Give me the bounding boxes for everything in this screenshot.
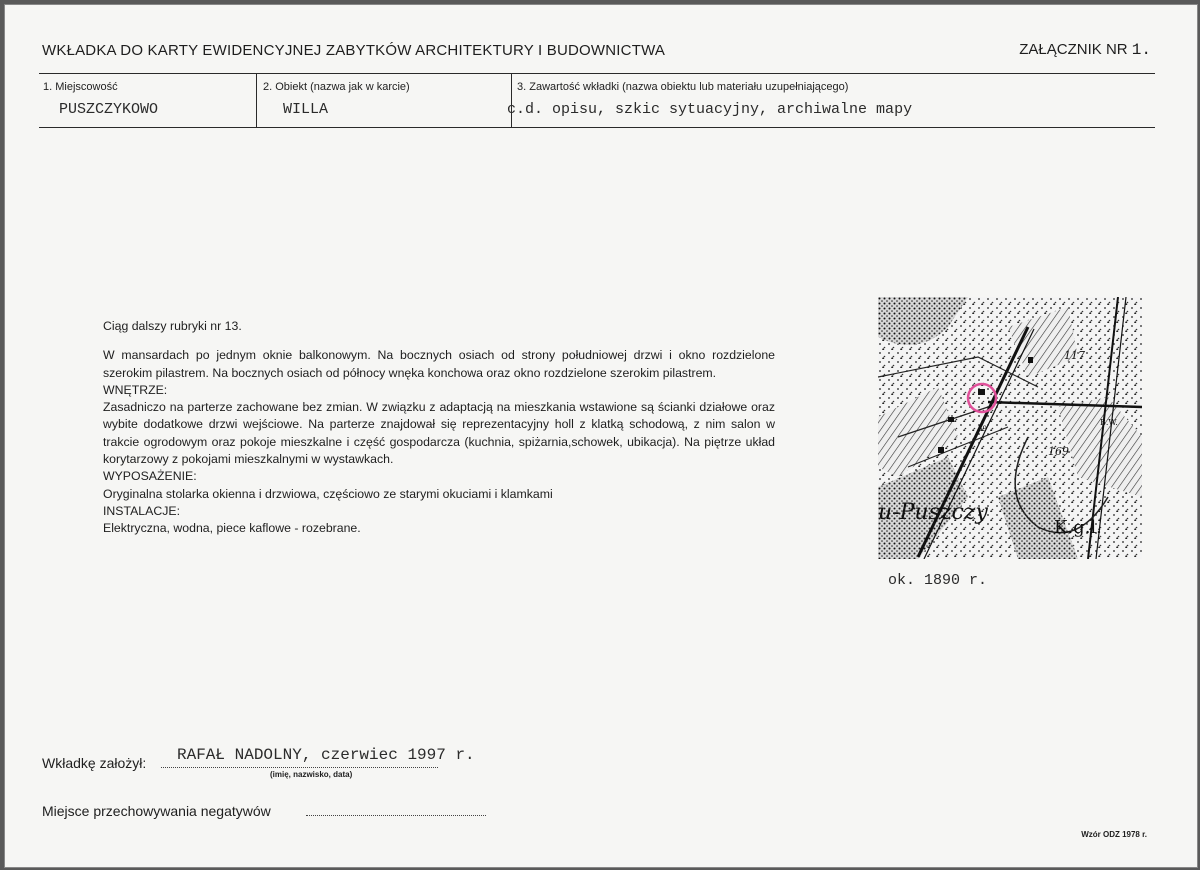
locality-field[interactable]: PUSZCZYKOWO — [59, 101, 159, 118]
interior-heading: WNĘTRZE: — [103, 382, 168, 397]
inventory-insert-card — [4, 4, 1198, 868]
created-by-sublabel: (imię, nazwisko, data) — [270, 770, 353, 779]
continuation-heading: Ciąg dalszy rubryki nr 13. — [103, 319, 242, 333]
form-title: WKŁADKA DO KARTY EWIDENCYJNEJ ZABYTKÓW ARCHITEKTURY I BUDOWNICTWA — [42, 42, 666, 59]
grid-line-top — [39, 73, 1155, 74]
grid-divider-2 — [511, 73, 512, 127]
contents-label: 3. Zawartość wkładki (nazwa obiektu lub materiału uzupełniającego) — [517, 81, 849, 93]
historical-map-image — [878, 297, 1142, 559]
map-sketch — [878, 297, 1142, 559]
map-caption: ok. 1890 r. — [888, 572, 988, 589]
grid-line-bottom — [39, 127, 1155, 128]
map-label-kgl: K.g.l. — [1054, 517, 1102, 538]
negatives-dotted-line — [306, 815, 486, 816]
negatives-label: Miejsce przechowywania negatywów — [42, 803, 271, 819]
map-label-place: u-Puszczy — [878, 500, 988, 525]
interior-text: Zasadniczo na parterze zachowane bez zmian. W związku z adaptacją na mieszkania wstawione są ścianki działowe oraz wybite dodatkowe drzwi wejściowe. Na parterze znajdował się reprezentacyjny holl z klatką schodową, z nim salon w trakcie ogrodowym oraz pokoje mieszkalne i część gospodarcza (kuchnia, spiżarnia,schowek, ubikacja). Na piętrze układ korytarzowy z pokojami mieszkalnymi w wystawkach. — [103, 400, 775, 467]
attachment-label: ZAŁĄCZNIK NR — [1019, 41, 1128, 58]
equipment-heading: WYPOSAŻENIE: — [103, 469, 197, 484]
created-by-label: Wkładkę założył: — [42, 755, 147, 771]
map-label-59: 59 — [978, 425, 987, 433]
installations-text: Elektryczna, wodna, piece kaflowe - rozebrane. — [103, 521, 361, 536]
form-model-number: Wzór ODZ 1978 r. — [1081, 830, 1147, 839]
locality-label: 1. Miejscowość — [43, 81, 118, 93]
map-label-bw: B.W. — [1100, 418, 1118, 427]
object-field[interactable]: WILLA — [283, 101, 329, 118]
object-label: 2. Obiekt (nazwa jak w karcie) — [263, 81, 410, 93]
description-paragraph: W mansardach po jednym oknie balkonowym. Na bocznych osiach od strony południowej drzwi i okno rozdzielone szerokim pilastrem. Na bocznych osiach od północy wnęka konchowa oraz okno rozdzielone szerokim pilastrem. — [103, 348, 775, 380]
attachment-value: 1. — [1131, 41, 1151, 59]
grid-divider-1 — [256, 73, 257, 127]
equipment-text: Oryginalna stolarka okienna i drzwiowa, częściowo ze starymi okuciami i klamkami — [103, 486, 553, 501]
installations-heading: INSTALACJE: — [103, 503, 180, 518]
description-section — [103, 318, 775, 538]
created-by-field[interactable]: RAFAŁ NADOLNY, czerwiec 1997 r. — [177, 746, 475, 764]
map-label-169: 169 — [1048, 445, 1069, 458]
contents-field[interactable]: c.d. opisu, szkic sytuacyjny, archiwalne mapy — [507, 101, 913, 118]
map-label-117: 117 — [1064, 349, 1085, 362]
attachment-number — [1019, 41, 1151, 59]
created-by-dotted-line — [161, 767, 438, 768]
